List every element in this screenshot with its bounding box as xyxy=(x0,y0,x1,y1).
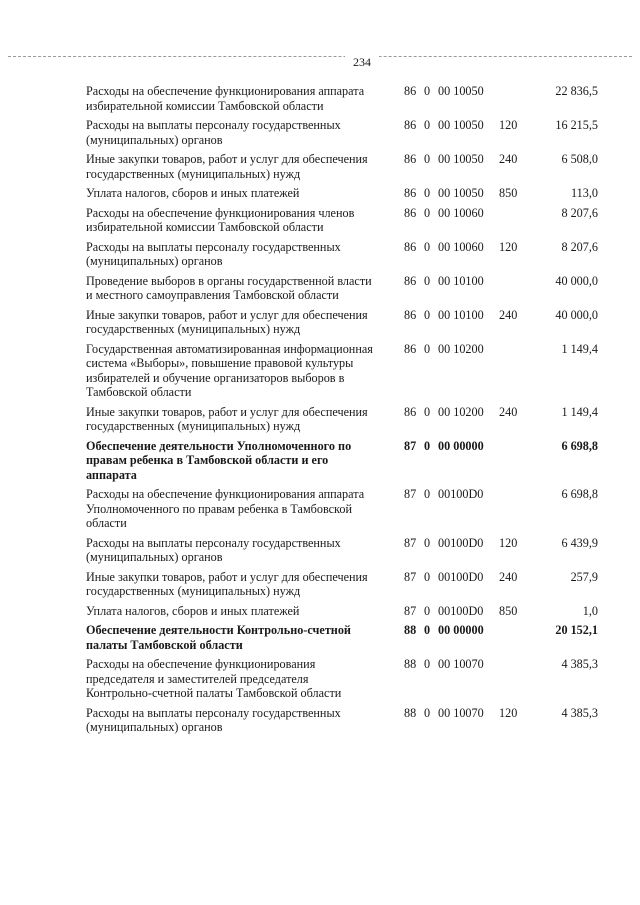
target-code: 00 10050 xyxy=(438,84,484,98)
subprogram-code: 0 xyxy=(424,341,431,356)
program-code: 87 xyxy=(404,438,417,453)
expense-type-code: 240 xyxy=(499,569,518,584)
subprogram-code: 0 xyxy=(424,152,431,166)
amount-value: 8 207,6 xyxy=(561,205,598,220)
row-name: Иные закупки товаров, работ и услуг для обеспечения государственных (муниципальных) нужд xyxy=(86,569,368,598)
table-row xyxy=(0,570,640,599)
table-row xyxy=(0,308,640,337)
program-code: 86 xyxy=(404,239,417,254)
amount-value: 257,9 xyxy=(570,569,598,584)
amount-value: 20 152,1 xyxy=(555,623,598,637)
table-row xyxy=(0,84,640,113)
expense-type-code: 240 xyxy=(499,307,518,322)
amount-value: 1 149,4 xyxy=(561,404,598,419)
subprogram-code: 0 xyxy=(424,404,431,419)
expense-type-code: 850 xyxy=(499,603,518,618)
row-name: Расходы на выплаты персоналу государственных (муниципальных) органов xyxy=(86,535,341,564)
program-code: 88 xyxy=(404,705,417,720)
expense-type-code: 120 xyxy=(499,118,518,132)
row-name: Расходы на выплаты персоналу государственных (муниципальных) органов xyxy=(86,239,341,268)
table-row xyxy=(0,206,640,235)
program-code: 87 xyxy=(404,487,417,501)
program-code: 88 xyxy=(404,657,417,671)
subprogram-code: 0 xyxy=(424,623,431,637)
amount-value: 40 000,0 xyxy=(555,273,598,288)
program-code: 86 xyxy=(404,205,417,220)
program-code: 87 xyxy=(404,569,417,584)
amount-value: 113,0 xyxy=(571,186,598,200)
expense-type-code: 120 xyxy=(499,535,518,550)
row-name: Расходы на обеспечение функционирования членов избирательной комиссии Тамбовской области xyxy=(86,205,355,234)
subprogram-code: 0 xyxy=(424,569,431,584)
subprogram-code: 0 xyxy=(424,438,431,453)
program-code: 87 xyxy=(404,535,417,550)
program-code: 88 xyxy=(404,623,417,637)
table-row xyxy=(0,186,640,201)
target-code: 00 10100 xyxy=(438,307,484,322)
target-code: 00 10200 xyxy=(438,341,484,356)
subprogram-code: 0 xyxy=(424,535,431,550)
row-name: Иные закупки товаров, работ и услуг для обеспечения государственных (муниципальных) нужд xyxy=(86,307,368,336)
budget-table xyxy=(0,84,640,740)
program-code: 86 xyxy=(404,307,417,322)
program-code: 86 xyxy=(404,341,417,356)
subprogram-code: 0 xyxy=(424,273,431,288)
amount-value: 4 385,3 xyxy=(561,705,598,720)
amount-value: 16 215,5 xyxy=(555,118,598,132)
program-code: 86 xyxy=(404,186,417,200)
table-row xyxy=(0,623,640,652)
table-row xyxy=(0,657,640,701)
row-name: Обеспечение деятельности Уполномоченного по правам ребенка в Тамбовской области и его аппарата xyxy=(86,438,352,482)
table-row xyxy=(0,536,640,565)
amount-value: 6 698,8 xyxy=(561,438,598,453)
page-number: 234 xyxy=(345,55,379,70)
expense-type-code: 120 xyxy=(499,705,518,720)
row-name: Уплата налогов, сборов и иных платежей xyxy=(86,186,300,200)
expense-type-code: 120 xyxy=(499,239,518,254)
subprogram-code: 0 xyxy=(424,186,431,200)
target-code: 00 10070 xyxy=(438,657,484,671)
table-row xyxy=(0,274,640,303)
table-row xyxy=(0,118,640,147)
target-code: 00 10050 xyxy=(438,152,484,166)
table-row xyxy=(0,152,640,181)
amount-value: 40 000,0 xyxy=(555,307,598,322)
expense-type-code: 240 xyxy=(499,152,518,166)
target-code: 00100D0 xyxy=(438,487,484,501)
row-name: Расходы на обеспечение функционирования аппарата Уполномоченного по правам ребенка в Тамбовской области xyxy=(86,487,365,530)
expense-type-code: 850 xyxy=(499,186,518,200)
program-code: 87 xyxy=(404,603,417,618)
target-code: 00100D0 xyxy=(438,603,484,618)
subprogram-code: 0 xyxy=(424,657,431,671)
target-code: 00 10200 xyxy=(438,404,484,419)
amount-value: 1 149,4 xyxy=(561,341,598,356)
table-row xyxy=(0,342,640,400)
subprogram-code: 0 xyxy=(424,603,431,618)
target-code: 00100D0 xyxy=(438,535,484,550)
target-code: 00100D0 xyxy=(438,569,484,584)
target-code: 00 10060 xyxy=(438,239,484,254)
program-code: 86 xyxy=(404,404,417,419)
target-code: 00 10100 xyxy=(438,273,484,288)
program-code: 86 xyxy=(404,273,417,288)
subprogram-code: 0 xyxy=(424,84,431,98)
table-row xyxy=(0,439,640,483)
row-name: Иные закупки товаров, работ и услуг для обеспечения государственных (муниципальных) нужд xyxy=(86,152,368,181)
table-row xyxy=(0,240,640,269)
table-row xyxy=(0,487,640,531)
table-row xyxy=(0,706,640,735)
amount-value: 8 207,6 xyxy=(561,239,598,254)
expense-type-code: 240 xyxy=(499,404,518,419)
target-code: 00 10050 xyxy=(438,186,484,200)
row-name: Уплата налогов, сборов и иных платежей xyxy=(86,603,300,618)
program-code: 86 xyxy=(404,118,417,132)
subprogram-code: 0 xyxy=(424,239,431,254)
amount-value: 6 439,9 xyxy=(561,535,598,550)
program-code: 86 xyxy=(404,152,417,166)
target-code: 00 10070 xyxy=(438,705,484,720)
row-name: Расходы на обеспечение функционирования председателя и заместителей председателя Контрольно-счетной палаты Тамбовской области xyxy=(86,657,342,700)
amount-value: 4 385,3 xyxy=(561,657,598,671)
target-code: 00 00000 xyxy=(438,623,484,637)
subprogram-code: 0 xyxy=(424,307,431,322)
table-row xyxy=(0,604,640,619)
page-header-rule xyxy=(8,56,632,57)
row-name: Расходы на обеспечение функционирования аппарата избирательной комиссии Тамбовской области xyxy=(86,84,365,113)
row-name: Обеспечение деятельности Контрольно-счетной палаты Тамбовской области xyxy=(86,623,351,652)
target-code: 00 10060 xyxy=(438,205,484,220)
amount-value: 6 508,0 xyxy=(561,152,598,166)
target-code: 00 00000 xyxy=(438,438,484,453)
row-name: Проведение выборов в органы государственной власти и местного самоуправления Тамбовской области xyxy=(86,273,372,302)
row-name: Иные закупки товаров, работ и услуг для обеспечения государственных (муниципальных) нужд xyxy=(86,404,368,433)
subprogram-code: 0 xyxy=(424,487,431,501)
target-code: 00 10050 xyxy=(438,118,484,132)
subprogram-code: 0 xyxy=(424,205,431,220)
subprogram-code: 0 xyxy=(424,705,431,720)
amount-value: 6 698,8 xyxy=(561,487,598,501)
table-row xyxy=(0,405,640,434)
amount-value: 1,0 xyxy=(582,603,598,618)
amount-value: 22 836,5 xyxy=(555,84,598,98)
subprogram-code: 0 xyxy=(424,118,431,132)
row-name: Расходы на выплаты персоналу государственных (муниципальных) органов xyxy=(86,705,341,734)
row-name: Расходы на выплаты персоналу государственных (муниципальных) органов xyxy=(86,118,341,147)
row-name: Государственная автоматизированная информационная система «Выборы», повышение правовой культуры избирателей и обучение организаторов выборов в Тамбовской области xyxy=(86,341,373,399)
program-code: 86 xyxy=(404,84,417,98)
